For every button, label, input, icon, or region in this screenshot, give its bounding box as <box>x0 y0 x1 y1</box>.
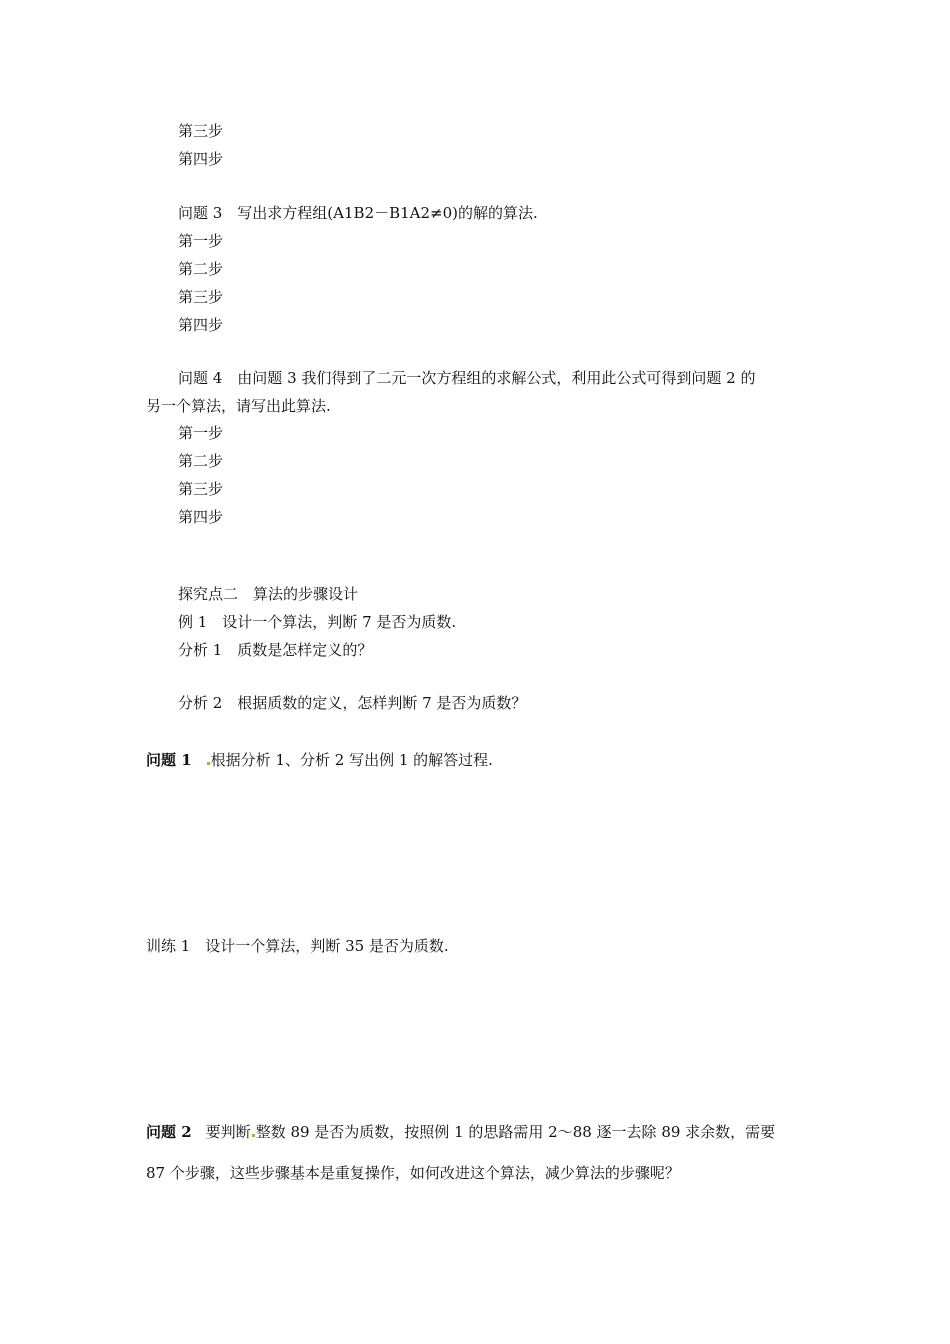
problem-4-step-1: 第一步 <box>178 424 224 442</box>
problem-2-line-2: 87 个步骤，这些步骤基本是重复操作，如何改进这个算法，减少算法的步骤呢？ <box>146 1164 680 1182</box>
step-4-label: 第四步 <box>178 150 224 168</box>
edit-mark <box>252 1134 255 1137</box>
step-3-label: 第三步 <box>178 122 224 140</box>
problem-1-text: 根据分析 1、分析 2 写出例 1 的解答过程. <box>210 751 493 769</box>
problem-3-step-1: 第一步 <box>178 232 224 250</box>
problem-4-line-1: 问题 4 由问题 3 我们得到了二元一次方程组的求解公式，利用此公式可得到问题 2 的 <box>178 369 756 387</box>
problem-3-step-4: 第四步 <box>178 316 224 334</box>
problem-4-line-2: 另一个算法，请写出此算法. <box>146 397 331 415</box>
analysis-2: 分析 2 根据质数的定义，怎样判断 7 是否为质数？ <box>178 694 527 712</box>
problem-2-text-b: 整数 89 是否为质数，按照例 1 的思路需用 2～88 逐一去除 89 求余数，需要 <box>255 1123 776 1141</box>
problem-4-step-4: 第四步 <box>178 508 224 526</box>
problem-2-line-1 <box>146 1122 775 1142</box>
problem-2-text-a: 要判断 <box>205 1123 251 1141</box>
problem-1 <box>146 750 493 770</box>
problem-2-label: 问题 2 <box>146 1123 192 1141</box>
problem-3-step-3: 第三步 <box>178 288 224 306</box>
training-1: 训练 1 设计一个算法，判断 35 是否为质数. <box>146 937 449 955</box>
example-1: 例 1 设计一个算法，判断 7 是否为质数. <box>178 613 457 631</box>
problem-1-label: 问题 1 <box>146 751 192 769</box>
problem-4-step-2: 第二步 <box>178 452 224 470</box>
edit-mark <box>207 762 210 765</box>
explore-point-2-heading: 探究点二 算法的步骤设计 <box>178 585 359 603</box>
problem-3-title: 问题 3 写出求方程组(A1B2－B1A2≠0)的解的算法. <box>178 204 538 222</box>
problem-4-step-3: 第三步 <box>178 480 224 498</box>
problem-3-step-2: 第二步 <box>178 260 224 278</box>
analysis-1: 分析 1 质数是怎样定义的？ <box>178 641 373 659</box>
